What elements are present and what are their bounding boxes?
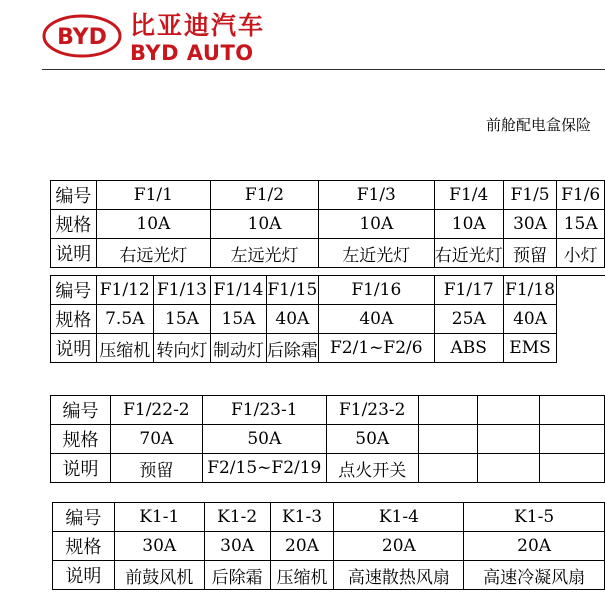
- empty-cell: [540, 454, 605, 483]
- brand-name: [130, 13, 265, 64]
- empty-cell: [418, 454, 478, 483]
- table-cell: F1/14: [211, 276, 267, 305]
- empty-cell: [540, 396, 605, 425]
- table-cell: 50A: [202, 425, 326, 454]
- table-cell: F1/2: [211, 181, 319, 210]
- table-cell: 30A: [114, 532, 204, 561]
- row-label: 编号: [51, 181, 97, 210]
- table-cell: F1/17: [434, 276, 503, 305]
- table-cell: F1/23-1: [202, 396, 326, 425]
- row-label: 规格: [51, 210, 97, 239]
- table-cell: 25A: [434, 305, 503, 334]
- empty-cell: [478, 396, 540, 425]
- empty-cell: [478, 454, 540, 483]
- table-cell: F1/12: [96, 276, 153, 305]
- table-cell: 预留: [110, 454, 202, 483]
- empty-cell: [540, 425, 605, 454]
- table-cell: 20A: [270, 532, 334, 561]
- table-cell: 右近光灯: [434, 239, 503, 268]
- table-row: [53, 561, 605, 590]
- table-cell: 10A: [318, 210, 434, 239]
- table-cell: 40A: [503, 305, 557, 334]
- table-row: [51, 396, 605, 425]
- table-cell: 20A: [334, 532, 464, 561]
- table-cell: 40A: [266, 305, 318, 334]
- row-label: 编号: [51, 396, 111, 425]
- empty-cell: [478, 425, 540, 454]
- table-row: [53, 503, 605, 532]
- table-row: [53, 532, 605, 561]
- table-row: [51, 334, 605, 363]
- table-cell: K1-1: [114, 503, 204, 532]
- brand-name-cn: 比亚迪汽车: [130, 11, 266, 40]
- table-cell: 点火开关: [326, 454, 418, 483]
- empty-cell: [418, 396, 478, 425]
- table-cell: 后除霜: [204, 561, 270, 590]
- table-cell: 30A: [204, 532, 270, 561]
- table-cell: 高速散热风扇: [334, 561, 464, 590]
- row-label: 规格: [51, 425, 111, 454]
- table-cell: F1/5: [503, 181, 557, 210]
- table-cell: 右远光灯: [96, 239, 211, 268]
- row-label: 编号: [51, 276, 97, 305]
- relay-table: [52, 502, 605, 590]
- row-label: 编号: [53, 503, 115, 532]
- table-spacer: [51, 268, 605, 276]
- table-cell: F1/18: [503, 276, 557, 305]
- row-label: 规格: [51, 305, 97, 334]
- table-cell: F2/15~F2/19: [202, 454, 326, 483]
- table-row: [51, 181, 605, 210]
- table-row: [51, 425, 605, 454]
- table-cell: 后除霜: [266, 334, 318, 363]
- row-label: 说明: [51, 334, 97, 363]
- table-cell: 左近光灯: [318, 239, 434, 268]
- table-cell: 小灯: [557, 239, 605, 268]
- row-label: 说明: [51, 239, 97, 268]
- table-cell: 预留: [503, 239, 557, 268]
- table-cell: 压缩机: [270, 561, 334, 590]
- table-row: [51, 276, 605, 305]
- table-spacer-row: [51, 268, 605, 276]
- table-cell: 左远光灯: [211, 239, 319, 268]
- table-cell: K1-2: [204, 503, 270, 532]
- table-cell: 15A: [557, 210, 605, 239]
- table-cell: 10A: [434, 210, 503, 239]
- table-cell: F1/22-2: [110, 396, 202, 425]
- table-cell: 30A: [503, 210, 557, 239]
- table-cell: 制动灯: [211, 334, 267, 363]
- table-cell: F2/1~F2/6: [318, 334, 434, 363]
- row-label: 说明: [51, 454, 111, 483]
- header-divider: [42, 69, 605, 70]
- table-row: [51, 239, 605, 268]
- page-title: 前舱配电盒保险: [486, 116, 592, 134]
- table-cell: ABS: [434, 334, 503, 363]
- empty-cell: [418, 425, 478, 454]
- table-cell: F1/6: [557, 181, 605, 210]
- table-cell: 15A: [153, 305, 210, 334]
- table-cell: 10A: [211, 210, 319, 239]
- table-cell: 40A: [318, 305, 434, 334]
- table-cell: 前鼓风机: [114, 561, 204, 590]
- byd-logo-icon: [42, 14, 122, 58]
- table-row: [51, 210, 605, 239]
- table-cell: F1/23-2: [326, 396, 418, 425]
- table-cell: 70A: [110, 425, 202, 454]
- table-cell: K1-4: [334, 503, 464, 532]
- table-row: [51, 305, 605, 334]
- table-cell: 压缩机: [96, 334, 153, 363]
- row-label: 规格: [53, 532, 115, 561]
- table-cell: F1/1: [96, 181, 211, 210]
- table-row: [51, 454, 605, 483]
- table-cell: 高速冷凝风扇: [464, 561, 605, 590]
- table-cell: EMS: [503, 334, 557, 363]
- table-cell: F1/3: [318, 181, 434, 210]
- row-label: 说明: [53, 561, 115, 590]
- svg-text:BYD: BYD: [57, 25, 107, 50]
- table-cell: F1/13: [153, 276, 210, 305]
- table-cell: K1-5: [464, 503, 605, 532]
- fuse-table-3: [50, 395, 605, 483]
- table-cell: 50A: [326, 425, 418, 454]
- brand-name-en: BYD AUTO: [130, 41, 254, 65]
- fuse-table-1: [50, 180, 605, 363]
- table-cell: F1/16: [318, 276, 434, 305]
- table-cell: 7.5A: [96, 305, 153, 334]
- table-cell: F1/4: [434, 181, 503, 210]
- byd-logo: [42, 14, 122, 62]
- table-cell: 转向灯: [153, 334, 210, 363]
- table-cell: 20A: [464, 532, 605, 561]
- table-cell: F1/15: [266, 276, 318, 305]
- table-cell: 10A: [96, 210, 211, 239]
- table-cell: K1-3: [270, 503, 334, 532]
- table-cell: 15A: [211, 305, 267, 334]
